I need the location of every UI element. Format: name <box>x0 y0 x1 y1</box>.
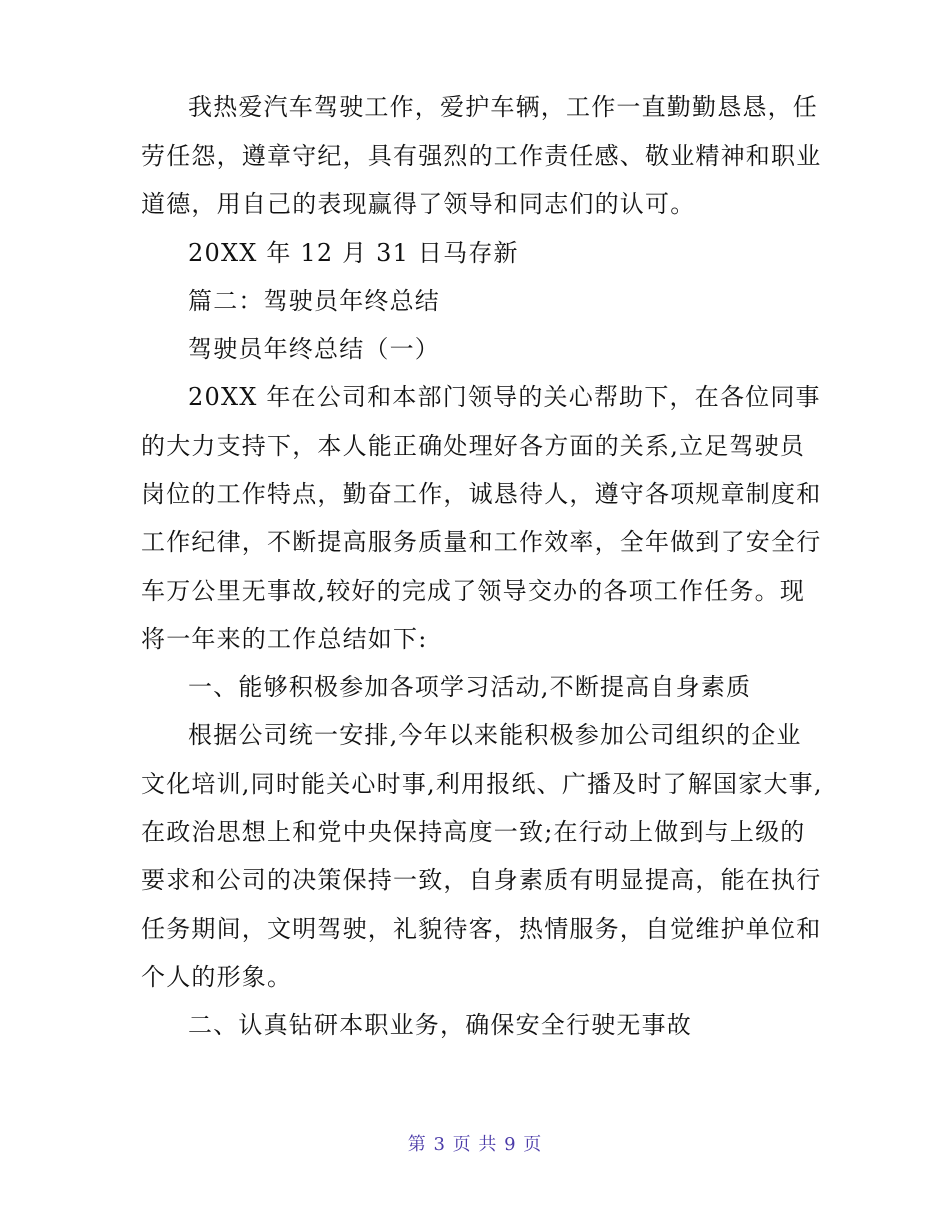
text-line: 劳任怨，遵章守纪，具有强烈的工作责任感、敬业精神和职业 <box>141 142 822 170</box>
text-line: 工作纪律，不断提高服务质量和工作效率，全年做到了安全行 <box>141 528 822 556</box>
text-line: 个人的形象。 <box>141 963 293 991</box>
text-line: 20XX 年在公司和本部门领导的关心帮助下，在各位同事 <box>188 383 821 411</box>
text-line: 20XX 年 12 月 31 日马存新 <box>188 239 519 267</box>
text-line: 车万公里无事故,较好的完成了领导交办的各项工作任务。现 <box>141 577 806 605</box>
section-heading: 篇二：驾驶员年终总结 <box>188 287 440 315</box>
text-line: 的大力支持下，本人能正确处理好各方面的关系,立足驾驶员 <box>141 432 806 460</box>
text-line: 在政治思想上和党中央保持高度一致;在行动上做到与上级的 <box>141 818 806 846</box>
page-number-footer: 第 3 页 共 9 页 <box>407 1134 543 1155</box>
text-line: 任务期间，文明驾驶，礼貌待客，热情服务，自觉维护单位和 <box>141 915 822 943</box>
text-line: 将一年来的工作总结如下: <box>141 625 428 653</box>
text-line: 岗位的工作特点，勤奋工作，诚恳待人，遵守各项规章制度和 <box>141 480 822 508</box>
text-line: 要求和公司的决策保持一致，自身素质有明显提高，能在执行 <box>141 866 822 894</box>
text-line: 根据公司统一安排,今年以来能积极参加公司组织的企业 <box>188 721 802 749</box>
numbered-heading: 一、能够积极参加各项学习活动,不断提高自身素质 <box>188 673 752 701</box>
subsection-heading: 驾驶员年终总结（一） <box>188 335 440 363</box>
text-line: 文化培训,同时能关心时事,利用报纸、广播及时了解国家大事, <box>141 770 823 798</box>
text-line: 道德，用自己的表现赢得了领导和同志们的认可。 <box>141 190 696 218</box>
numbered-heading: 二、认真钻研本职业务，确保安全行驶无事故 <box>188 1011 692 1039</box>
text-line: 我热爱汽车驾驶工作，爱护车辆，工作一直勤勤恳恳，任 <box>188 93 818 121</box>
